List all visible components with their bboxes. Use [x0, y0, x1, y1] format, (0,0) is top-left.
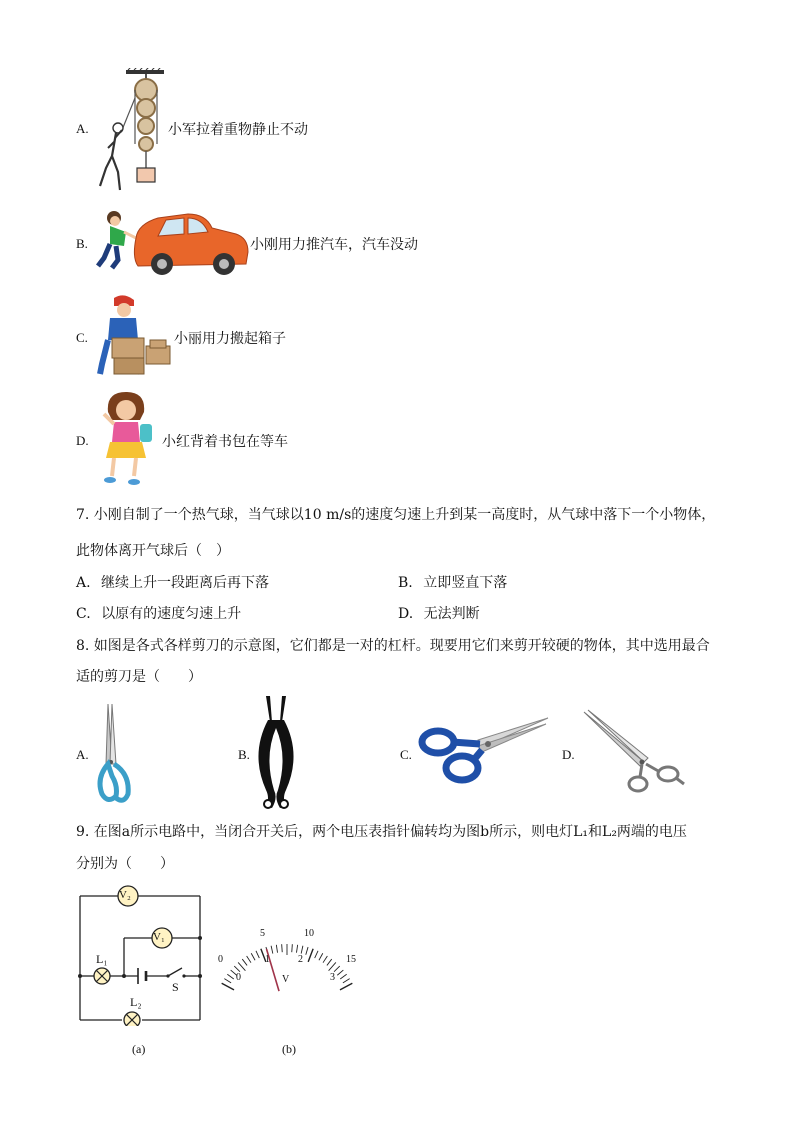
- dial-tick: [234, 966, 240, 972]
- voltmeter-dial-b: [214, 926, 360, 996]
- q7-stem-line1: 7. 小刚自制了一个热气球，当气球以10 m/s的速度匀速上升到某一高度时，从气球中落下一个小物体，: [76, 507, 716, 523]
- q7-option-a-letter: A.: [76, 575, 91, 591]
- q9-stem-line2: 分别为（ ）: [76, 856, 174, 872]
- dial-tick: [296, 945, 297, 953]
- dial-tick: [319, 953, 323, 960]
- dial-tick: [327, 959, 332, 965]
- dial-outer-label-0: 0: [218, 954, 223, 965]
- dial-tick: [340, 983, 352, 990]
- pulley-person-icon: [96, 68, 166, 192]
- q9-stem-line1: 9. 在图a所示电路中，当闭合开关后，两个电压表指针偏转均为图b所示，则电灯L₁和L₂两端的电压: [76, 824, 687, 840]
- dial-tick: [242, 959, 247, 965]
- boy-pushing-car-icon: [96, 208, 252, 276]
- dial-tick: [227, 974, 233, 979]
- dial-tick: [276, 945, 277, 953]
- dial-inner-label-2: 2: [298, 954, 303, 965]
- option-c-text: 小丽用力搬起箱子: [174, 331, 286, 347]
- pincer-shears-icon: [256, 694, 296, 812]
- dial-tick: [323, 956, 327, 963]
- option-a-text: 小军拉着重物静止不动: [168, 122, 308, 138]
- q7-option-c-text: 以原有的速度匀速上升: [101, 606, 242, 622]
- boy-lifting-boxes-icon: [96, 294, 174, 378]
- q8-option-b-letter: B.: [238, 747, 250, 762]
- switch-label: S: [172, 980, 179, 994]
- dial-tick: [256, 951, 259, 958]
- q7-option-c-letter: C.: [76, 606, 91, 622]
- option-c-letter: C.: [76, 330, 88, 345]
- dial-tick: [337, 970, 343, 975]
- option-a-letter: A.: [76, 121, 89, 136]
- dial-tick: [251, 953, 255, 960]
- dial-inner-label-3: 3: [330, 972, 335, 983]
- dial-tick: [238, 962, 245, 970]
- q7-option-b-text: 立即竖直下落: [423, 575, 508, 591]
- dial-tick: [247, 956, 251, 963]
- dial-unit-label: V: [282, 974, 290, 985]
- v1-label: V₁: [153, 931, 165, 943]
- q7-stem-line2: 此物体离开气球后（ ）: [76, 543, 230, 559]
- caption-a: (a): [132, 1042, 146, 1056]
- long-scissors-icon: [94, 700, 138, 808]
- option-d-letter: D.: [76, 433, 89, 448]
- q7-option-d-text: 无法判断: [423, 606, 480, 622]
- dial-tick: [340, 974, 346, 979]
- v2-label: V₂: [119, 889, 131, 901]
- dial-tick: [271, 946, 273, 954]
- dial-tick: [306, 947, 308, 955]
- dial-tick: [343, 979, 350, 983]
- dial-outer-label-15: 15: [346, 954, 356, 965]
- dial-tick: [282, 944, 283, 952]
- dial-outer-label-10: 10: [304, 928, 314, 939]
- dial-inner-label-0: 0: [236, 972, 241, 983]
- option-d-text: 小红背着书包在等车: [162, 434, 288, 450]
- girl-with-backpack-icon: [100, 390, 156, 490]
- dial-tick: [308, 949, 313, 962]
- q7-option-c: [76, 605, 241, 623]
- q8-option-d-letter: D.: [562, 747, 575, 762]
- q8-stem-line1: 8. 如图是各式各样剪刀的示意图，它们都是一对的杠杆。现要用它们来剪开较硬的物体，其中选用最合: [76, 638, 710, 654]
- q7-option-b-letter: B.: [398, 575, 413, 591]
- l2-label: L₂: [130, 995, 142, 1009]
- dial-inner-label-1: 1: [265, 954, 270, 965]
- hair-scissors-icon: [580, 708, 690, 798]
- q8-option-a-letter: A.: [76, 747, 89, 762]
- option-b-text: 小刚用力推汽车，汽车没动: [250, 237, 418, 253]
- dial-tick: [301, 946, 303, 954]
- blue-scissors-icon: [418, 712, 550, 788]
- q7-option-d-letter: D.: [398, 606, 414, 622]
- q7-option-b: [398, 574, 507, 592]
- option-b-letter: B.: [76, 236, 88, 251]
- dial-tick: [315, 951, 318, 958]
- caption-b: (b): [282, 1042, 296, 1056]
- l1-label: L₁: [96, 952, 108, 966]
- q7-option-a-text: 继续上升一段距离后再下落: [101, 575, 270, 591]
- q8-option-c-letter: C.: [400, 747, 412, 762]
- q7-option-a: [76, 574, 269, 592]
- q8-stem-line2: 适的剪刀是（ ）: [76, 669, 202, 685]
- dial-tick: [224, 979, 231, 983]
- dial-outer-label-5: 5: [260, 928, 265, 939]
- q7-option-d: [398, 605, 480, 623]
- circuit-diagram-a: [72, 884, 212, 1026]
- dial-tick: [329, 962, 336, 970]
- dial-tick: [292, 944, 293, 952]
- dial-tick: [334, 966, 340, 972]
- dial-tick: [222, 983, 234, 990]
